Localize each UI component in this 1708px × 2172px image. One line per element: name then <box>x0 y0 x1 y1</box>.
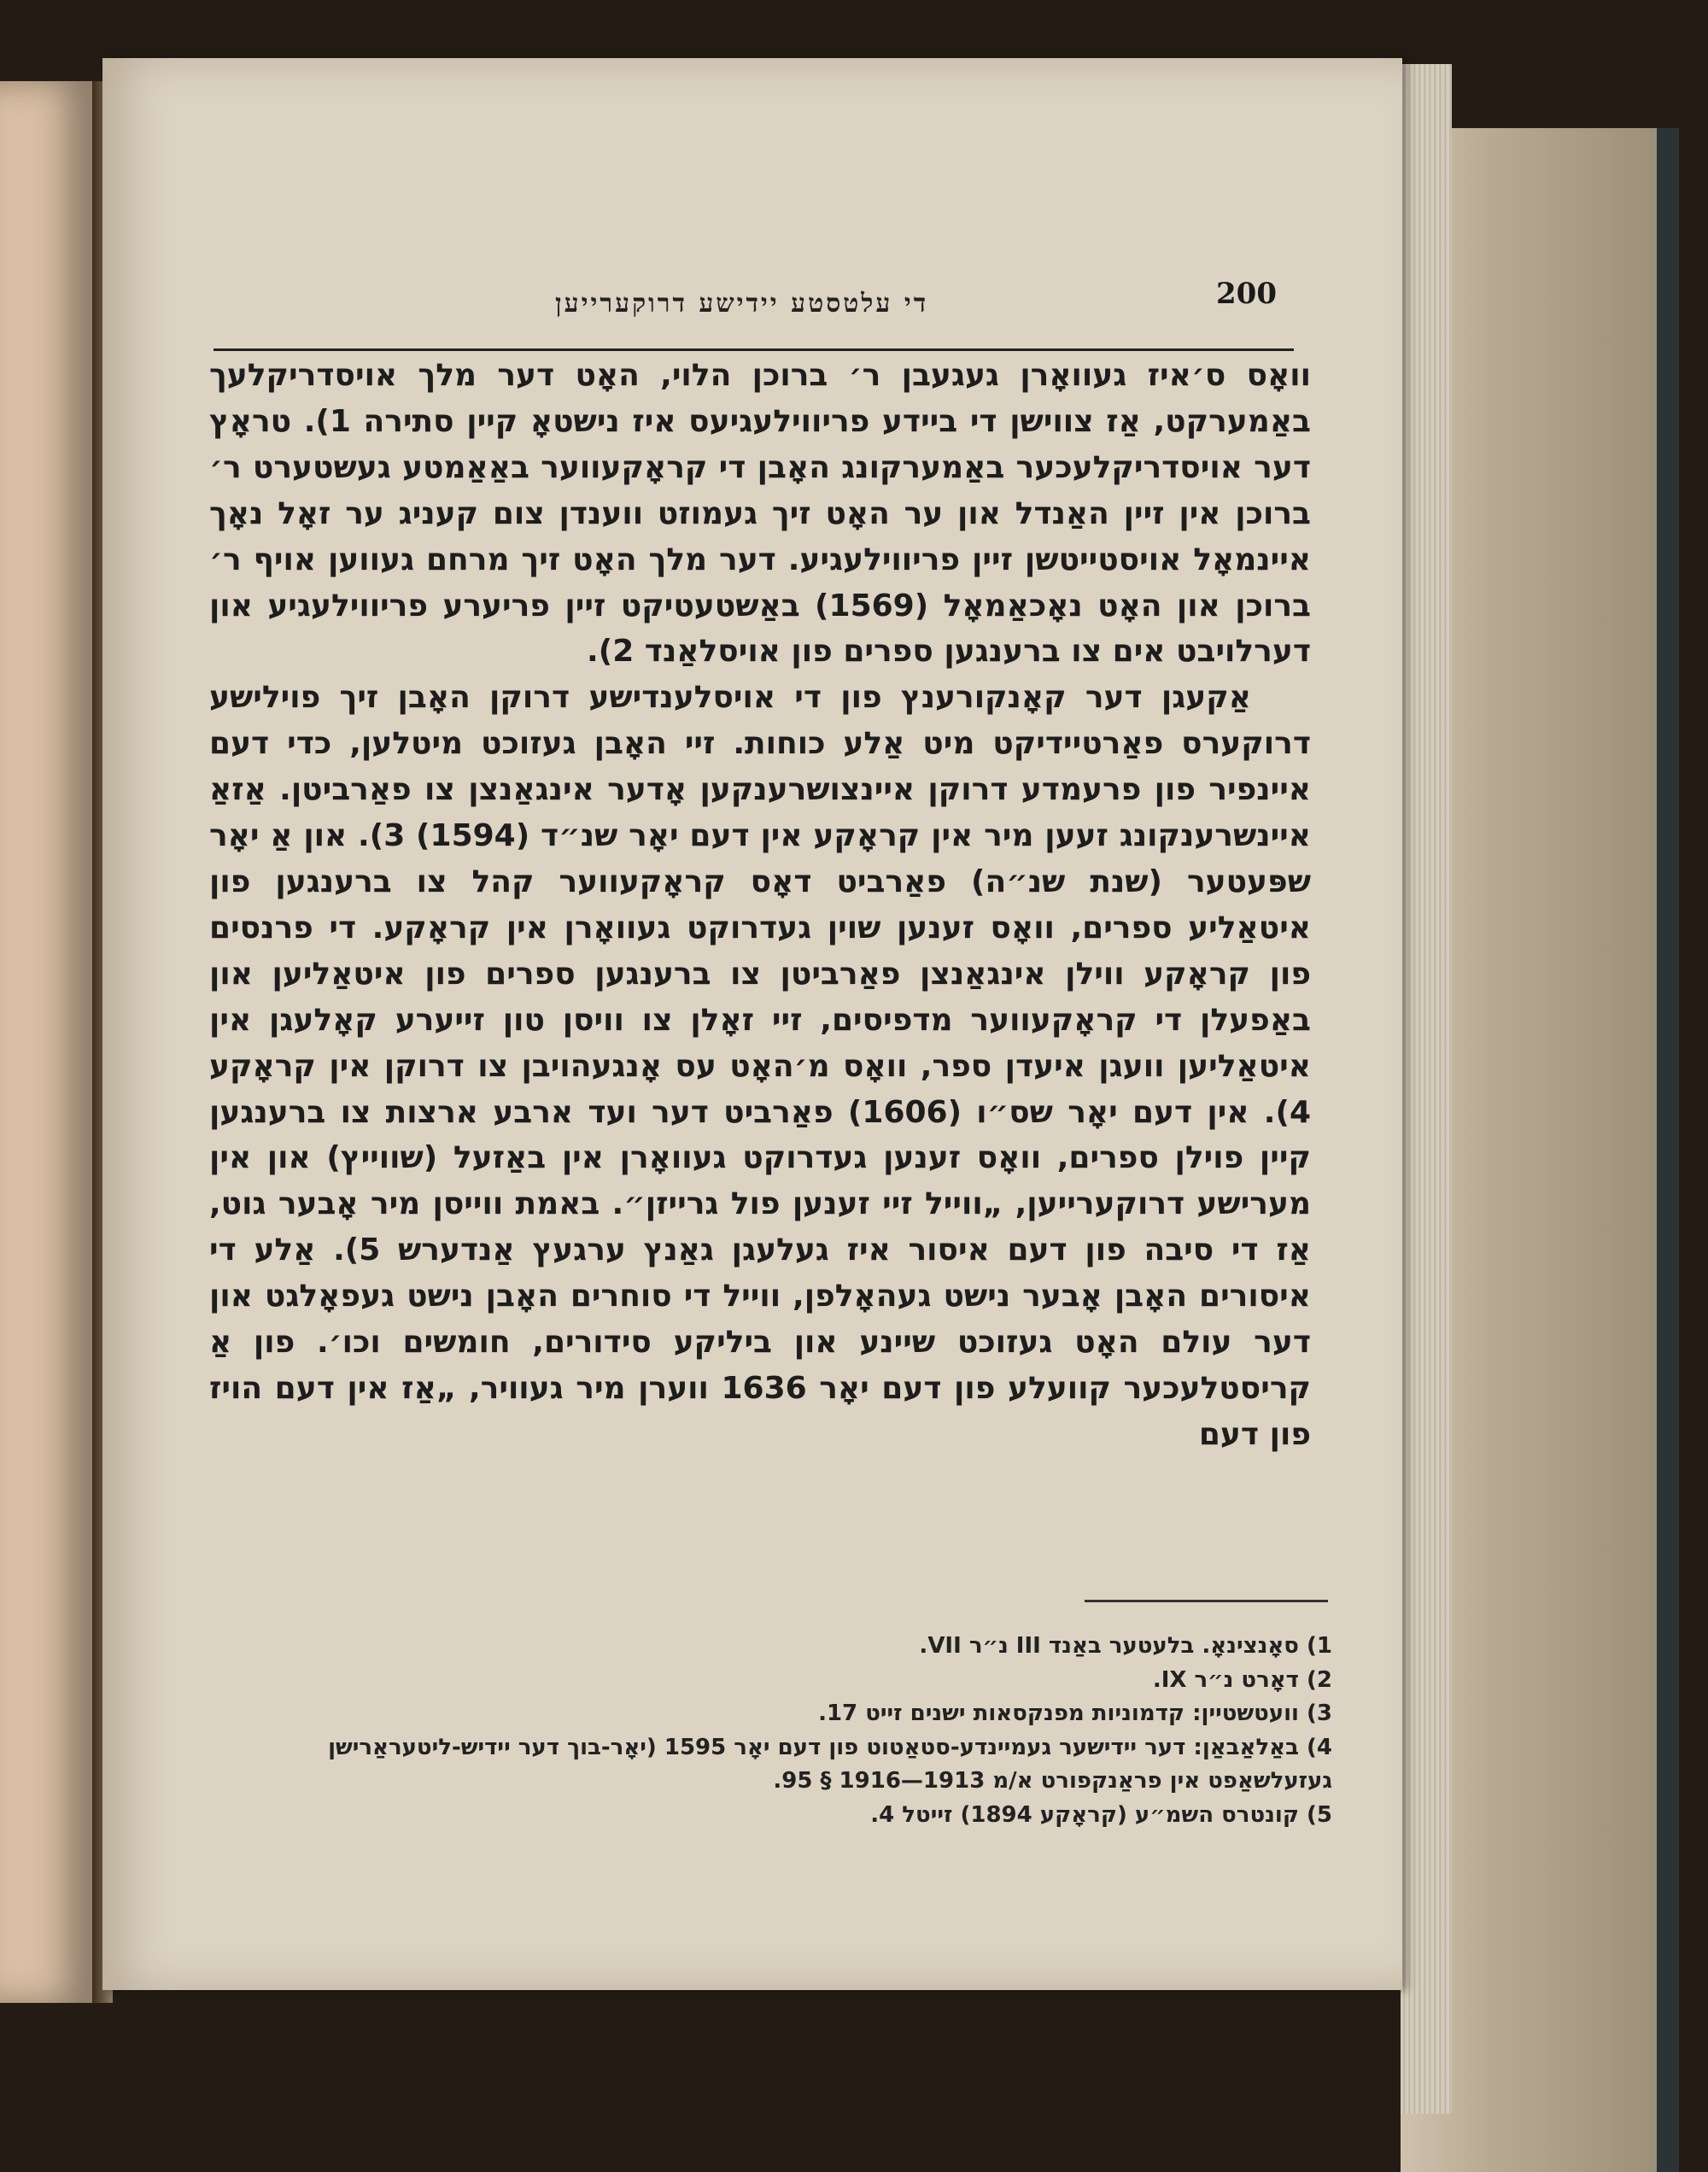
page-stack <box>1401 64 1452 2114</box>
footnotes <box>307 1630 1332 1877</box>
page-header <box>214 272 1294 351</box>
body-text <box>209 353 1311 1531</box>
page-number: 200 <box>1216 277 1277 311</box>
paragraph: אַקעגן דער קאָנקורענץ פון די אויסלענדישע דרוקן האָבן זיך פוילישע דרוקערס פאַרטיידיקט מיט אַלע כוחות. זיי האָבן געזוכט מיטלען, כדי דעם איינפיר פון פרעמדע דרוקן איינצושרענקען אָדער אינגאַנצן צו פאַרביטן. אַזאַ איינשרענקונג זעען מיר אין קראָקע אין דעם יאָר שנ״ד (1594) 3). און אַ יאָר שפּעטער (שנת שנ״ה) פאַרביט דאָס קראָקעווער קהל צו ברענגען פון איטאַליע ספרים, וואָס זענען שוין געדרוקט געוואָרן אין קראָקע. די פרנסים פון קראָקע ווילן אינגאַנצן פאַרביטן צו ברענגען ספרים פון איטאַליען און באַפעלן די קראָקעווער מדפיסים, זיי זאָלן צו וויסן טון זייערע קאָלעגן אין איטאַליען וועגן איעדן ספר, וואָס מ׳האָט עס אָנגעהויבן צו דרוקן אין קראָקע 4). אין דעם יאָר שס״ו (1606) פאַרביט דער ועד ארבע ארצות צו ברענגען קיין פוילן ספרים, וואָס זענען געדרוקט געוואָרן אין באַזעל (שווייץ) און אין מערישע דרוקערייען, „ווייל זיי זענען פול גרייזן״. באמת ווייסן מיר אָבער גוט, אַז די סיבה פון דעם איסור איז געלעגן גאַנץ ערגעץ אַנדערש 5). אַלע די איסורים האָבן אָבער נישט געהאָלפן, ווייל די סוחרים האָבן נישט געפאָלגט און דער עולם האָט געזוכט שיינע און ביליקע סידורים, חומשים וכו׳. פון אַ קריסטלעכער קוועלע פון דעם יאָר 1636 ווערן מיר געוויר, „אַז אין דעם הויז פון דעם <box>209 680 1312 1452</box>
paragraph: וואָס ס׳איז געוואָרן געגעבן ר׳ ברוכן הלוי, האָט דער מלך אויסדריקלעך באַמערקט, אַז צווישן די ביידע פריווילעגיעס איז נישטאָ קיין סתירה 1). טראָץ דער אויסדריקלעכער באַמערקונג האָבן די קראָקעווער באַאַמטע געשטערט ר׳ ברוכן אין זיין האַנדל און ער האָט זיך געמוזט ווענדן צום קעניג ער זאָל נאָך איינמאָל אויסטייטשן זיין פריווילעגיע. דער מלך האָט זיך מרחם געווען אויף ר׳ ברוכן און האָט נאָכאַמאָל (1569) באַשטעטיקט זיין פריערע פריווילעגיע און דערלויבט אים צו ברענגען ספרים פון אויסלאַנד 2). <box>209 358 1311 670</box>
footnote: 2) דאָרט נ״ר IX. <box>1152 1666 1332 1693</box>
footnote: 1) סאָנצינאָ. בלעטער באַנד III נ״ר VII. <box>919 1633 1332 1659</box>
footnote: 5) קונטרס השמ״ע (קראָקע 1894) זייטל 4. <box>870 1801 1332 1828</box>
footnote: 4) באַלאַבאַן: דער יידישער געמיינדע-סטאַטוט פון דעם יאָר 1595 (יאָר-בוך דער יידיש-ליטעראַרישן געזעלשאַפט אין פראַנקפורט א/מ 1913—1916 § 95. <box>328 1734 1332 1794</box>
footnote: 3) וועטשטיין: קדמוניות מפנקסאות ישנים זייט 17. <box>818 1701 1332 1726</box>
running-title: די עלטסטע יידישע דרוקערייען <box>555 289 929 319</box>
footnote-rule <box>1085 1600 1328 1602</box>
book-page <box>102 58 1402 1990</box>
left-page-edge <box>0 81 97 2003</box>
